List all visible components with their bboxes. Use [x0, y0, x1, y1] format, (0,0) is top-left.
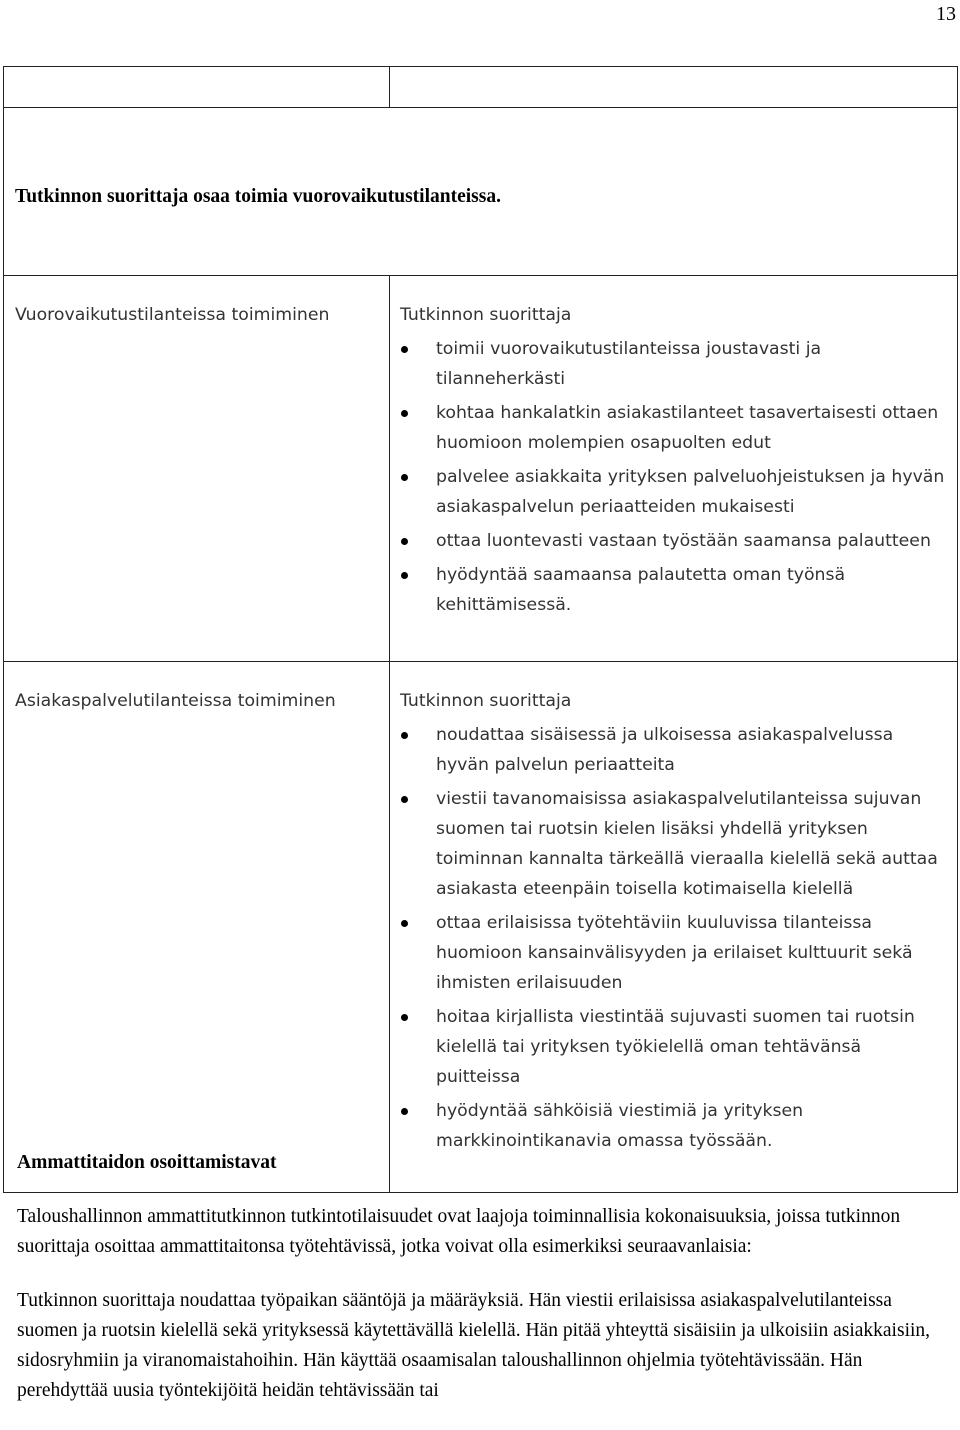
list-item: hyödyntää saamaansa palautetta oman työnsä kehittämisessä.	[400, 560, 947, 620]
list-item: hoitaa kirjallista viestintää sujuvasti suomen tai ruotsin kielellä tai yrityksen työkielellä oman tehtävänsä puitteissa	[400, 1002, 947, 1092]
row-label: Vuorovaikutustilanteissa toimiminen	[15, 305, 330, 325]
bullet-icon	[401, 410, 408, 417]
bullet-icon	[401, 346, 408, 353]
paragraph: Tutkinnon suorittaja noudattaa työpaikan sääntöjä ja määräyksiä. Hän viestii erilaisissa asiakaspalvelutilanteissa suomen ja ruotsin kielellä sekä yrityksessä käytettävällä kielellä. Hän pitää yhteyttä sisäisiin ja ulkoisiin asiakkaisiin, sidosryhmiin ja viranomaistahoihin. Hän käyttää osaamisalan taloushallinnon ohjelmia työtehtävissään. Hän perehdyttää uusia työntekijöitä heidän tehtävissään tai	[17, 1290, 931, 1401]
row-label: Asiakaspalvelutilanteissa toimiminen	[15, 691, 336, 711]
row-criteria-cell	[390, 276, 958, 662]
row-label-cell	[4, 276, 390, 662]
table-row	[4, 662, 958, 1193]
table-header-row	[4, 67, 958, 108]
list-item: noudattaa sisäisessä ja ulkoisessa asiakaspalvelussa hyvän palvelun periaatteita	[400, 720, 947, 780]
page-number: 13	[936, 3, 956, 25]
bullet-icon	[401, 1014, 408, 1021]
row-criteria-cell	[390, 662, 958, 1193]
list-item: ottaa erilaisissa työtehtäviin kuuluvissa tilanteissa huomioon kansainvälisyyden ja erilaiset kulttuurit sekä ihmisten erilaisuuden	[400, 908, 947, 998]
bullet-icon	[401, 796, 408, 803]
bullet-icon	[401, 572, 408, 579]
bullet-icon	[401, 732, 408, 739]
criteria-lead: Tutkinnon suorittaja	[400, 305, 572, 325]
table-row	[4, 276, 958, 662]
bullet-icon	[401, 920, 408, 927]
header-cell-right	[390, 67, 958, 108]
paragraph: Taloushallinnon ammattitutkinnon tutkintotilaisuudet ovat laajoja toiminnallisia kokonaisuuksia, joissa tutkinnon suorittaja osoittaa ammattitaitonsa työtehtävissä, jotka voivat olla esimerkiksi seuraavanlaisia:	[17, 1206, 901, 1257]
criteria-list	[400, 720, 947, 1156]
section	[17, 1148, 947, 1430]
criteria-lead: Tutkinnon suorittaja	[400, 691, 572, 711]
criteria-list	[400, 334, 947, 620]
bullet-icon	[401, 474, 408, 481]
header-cell-left	[4, 67, 390, 108]
list-item: ottaa luontevasti vastaan työstään saamansa palautteen	[400, 526, 947, 556]
list-item: viestii tavanomaisissa asiakaspalvelutilanteissa sujuvan suomen tai ruotsin kielen lisäksi yhdellä yrityksen toiminnan kannalta tärkeällä vieraalla kielellä sekä auttaa asiakasta eteenpäin toisella kotimaisella kielellä	[400, 784, 947, 904]
list-item: toimii vuorovaikutustilanteissa joustavasti ja tilanneherkästi	[400, 334, 947, 394]
list-item: hyödyntää sähköisiä viestimiä ja yrityksen markkinointikanavia omassa työssään.	[400, 1096, 947, 1156]
list-item: kohtaa hankalatkin asiakastilanteet tasavertaisesti ottaen huomioon molempien osapuolten edut	[400, 398, 947, 458]
bullet-icon	[401, 538, 408, 545]
row-label-cell	[4, 662, 390, 1193]
criteria-table	[3, 66, 958, 1193]
table-title-row	[4, 108, 958, 276]
bullet-icon	[401, 1108, 408, 1115]
section-heading: Ammattitaidon osoittamistavat	[17, 1152, 277, 1173]
table-title: Tutkinnon suorittaja osaa toimia vuorovaikutustilanteissa.	[4, 108, 958, 276]
list-item: palvelee asiakkaita yrityksen palveluohjeistuksen ja hyvän asiakaspalvelun periaatteiden mukaisesti	[400, 462, 947, 522]
